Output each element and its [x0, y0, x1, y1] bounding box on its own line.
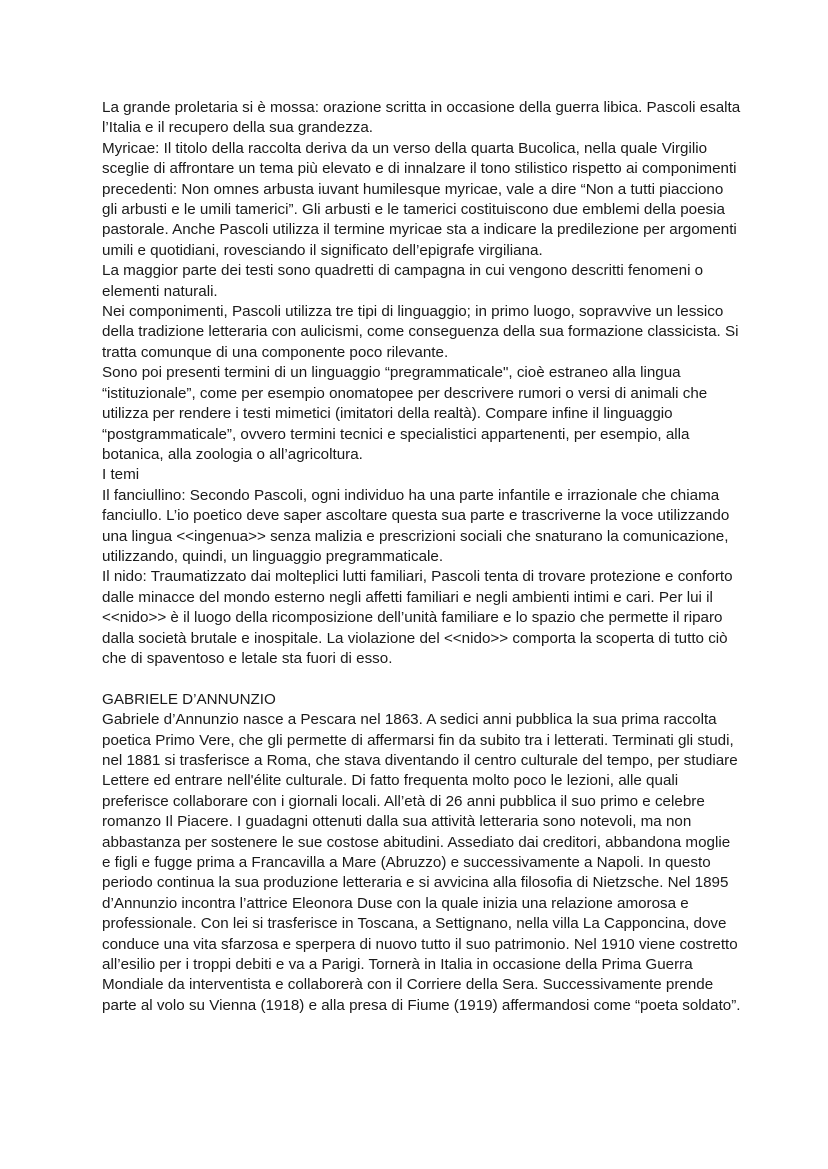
paragraph-nido: Il nido: Traumatizzato dai molteplici lutti familiari, Pascoli tenta di trovare protezione e conforto dalle minacce del mondo esterno negli affetti familiari e negli ambienti intimi e cari. Per lui il <<nido>> è il luogo della ricomposizione dell’unità familiare e lo spazio che permette il riparo dalla società brutale e inospitale. La violazione del <<nido>> comporta la scoperta di tutto ciò che di spaventoso e letale sta fuori di esso.	[102, 568, 733, 667]
paragraph-pregrammaticale: Sono poi presenti termini di un linguaggio “pregrammaticale", cioè estraneo alla lingua “istituzionale”, come per esempio onomatopee per descrivere rumori o versi di animali che utilizza per rendere i testi mimetici (imitatori della realtà). Compare infine il linguaggio “postgrammaticale”, ovvero termini tecnici e specialistici appartenenti, per esempio, alla botanica, alla zoologia o all’agricoltura.	[102, 364, 708, 463]
paragraph-myricae: Myricae: Il titolo della raccolta deriva da un verso della quarta Bucolica, nella quale Virgilio sceglie di affrontare un tema più elevato e di innalzare il tono stilistico rispetto ai componimenti precedenti: Non omnes arbusta iuvant humilesque myricae, vale a dire “Non a tutti piacciono gli arbusti e le umili tamerici”. Gli arbusti e le tamerici costituiscono due emblemi della poesia pastorale. Anche Pascoli utilizza il termine myricae sta a indicare la predilezione per argomenti umili e quotidiani, rovesciando il significato dell’epigrafe virgiliana.	[102, 139, 737, 259]
paragraph-dannunzio-bio: Gabriele d’Annunzio nasce a Pescara nel 1863. A sedici anni pubblica la sua prima raccolta poetica Primo Vere, che gli permette di affermarsi fin da subito tra i letterati. Terminati gli studi, nel 1881 si trasferisce a Roma, che stava diventando il centro culturale del tempo, per studiare Lettere ed entrare nell'élite culturale. Di fatto frequenta molto poco le lezioni, alle quali preferisce collaborare con i giornali locali. All’età di 26 anni pubblica il suo primo e celebre romanzo Il Piacere. I guadagni ottenuti dalla sua attività letteraria sono notevoli, ma non abbastanza per sostenere le sue costose abitudini. Assediato dai creditori, abbandona moglie e figli e fugge prima a Francavilla a Mare (Abruzzo) e successivamente a Napoli. In questo periodo continua la sua produzione letteraria e si avvicina alla filosofia di Nietzsche. Nel 1895 d’Annunzio incontra l’attrice Eleonora Duse con la quale inizia una relazione amorosa e professionale. Con lei si trasferisce in Toscana, a Settignano, nella villa La Capponcina, dove conduce una vita sfarzosa e sperpera di nuovo tutto il suo patrimonio. Nel 1910 viene costretto all’esilio per i troppi debiti e va a Parigi. Tornerà in Italia in occasione della Prima Guerra Mondiale da interventista e collaborerà con il Corriere della Sera. Successivamente prende parte al volo su Vienna (1918) e alla presa di Fiume (1919) affermandosi come “poeta soldato”.	[102, 711, 741, 1014]
subheading-i-temi: I temi	[102, 466, 140, 484]
paragraph-fanciullino: Il fanciullino: Secondo Pascoli, ogni individuo ha una parte infantile e irrazionale che chiama fanciullo. L’io poetico deve saper ascoltare questa sua parte e trascriverne la voce utilizzando una lingua <<ingenua>> senza malizia e prescrizioni sociali che snaturano la comunicazione, utilizzando, quindi, un linguaggio pregrammaticale.	[102, 486, 730, 565]
document-page	[102, 98, 742, 1016]
paragraph-la-grande-proletaria: La grande proletaria si è mossa: orazione scritta in occasione della guerra libica. Pascoli esalta l’Italia e il recupero della sua grandezza.	[102, 99, 741, 137]
paragraph-linguaggio: Nei componimenti, Pascoli utilizza tre tipi di linguaggio; in primo luogo, sopravvive un lessico della tradizione letteraria con aulicismi, come conseguenza della sua formazione classicista. Si tratta comunque di una componente poco rilevante.	[102, 303, 739, 361]
section-heading-dannunzio: GABRIELE D’ANNUNZIO	[102, 690, 276, 708]
blank-line	[102, 669, 742, 689]
paragraph-quadretti: La maggior parte dei testi sono quadretti di campagna in cui vengono descritti fenomeni o elementi naturali.	[102, 262, 704, 300]
